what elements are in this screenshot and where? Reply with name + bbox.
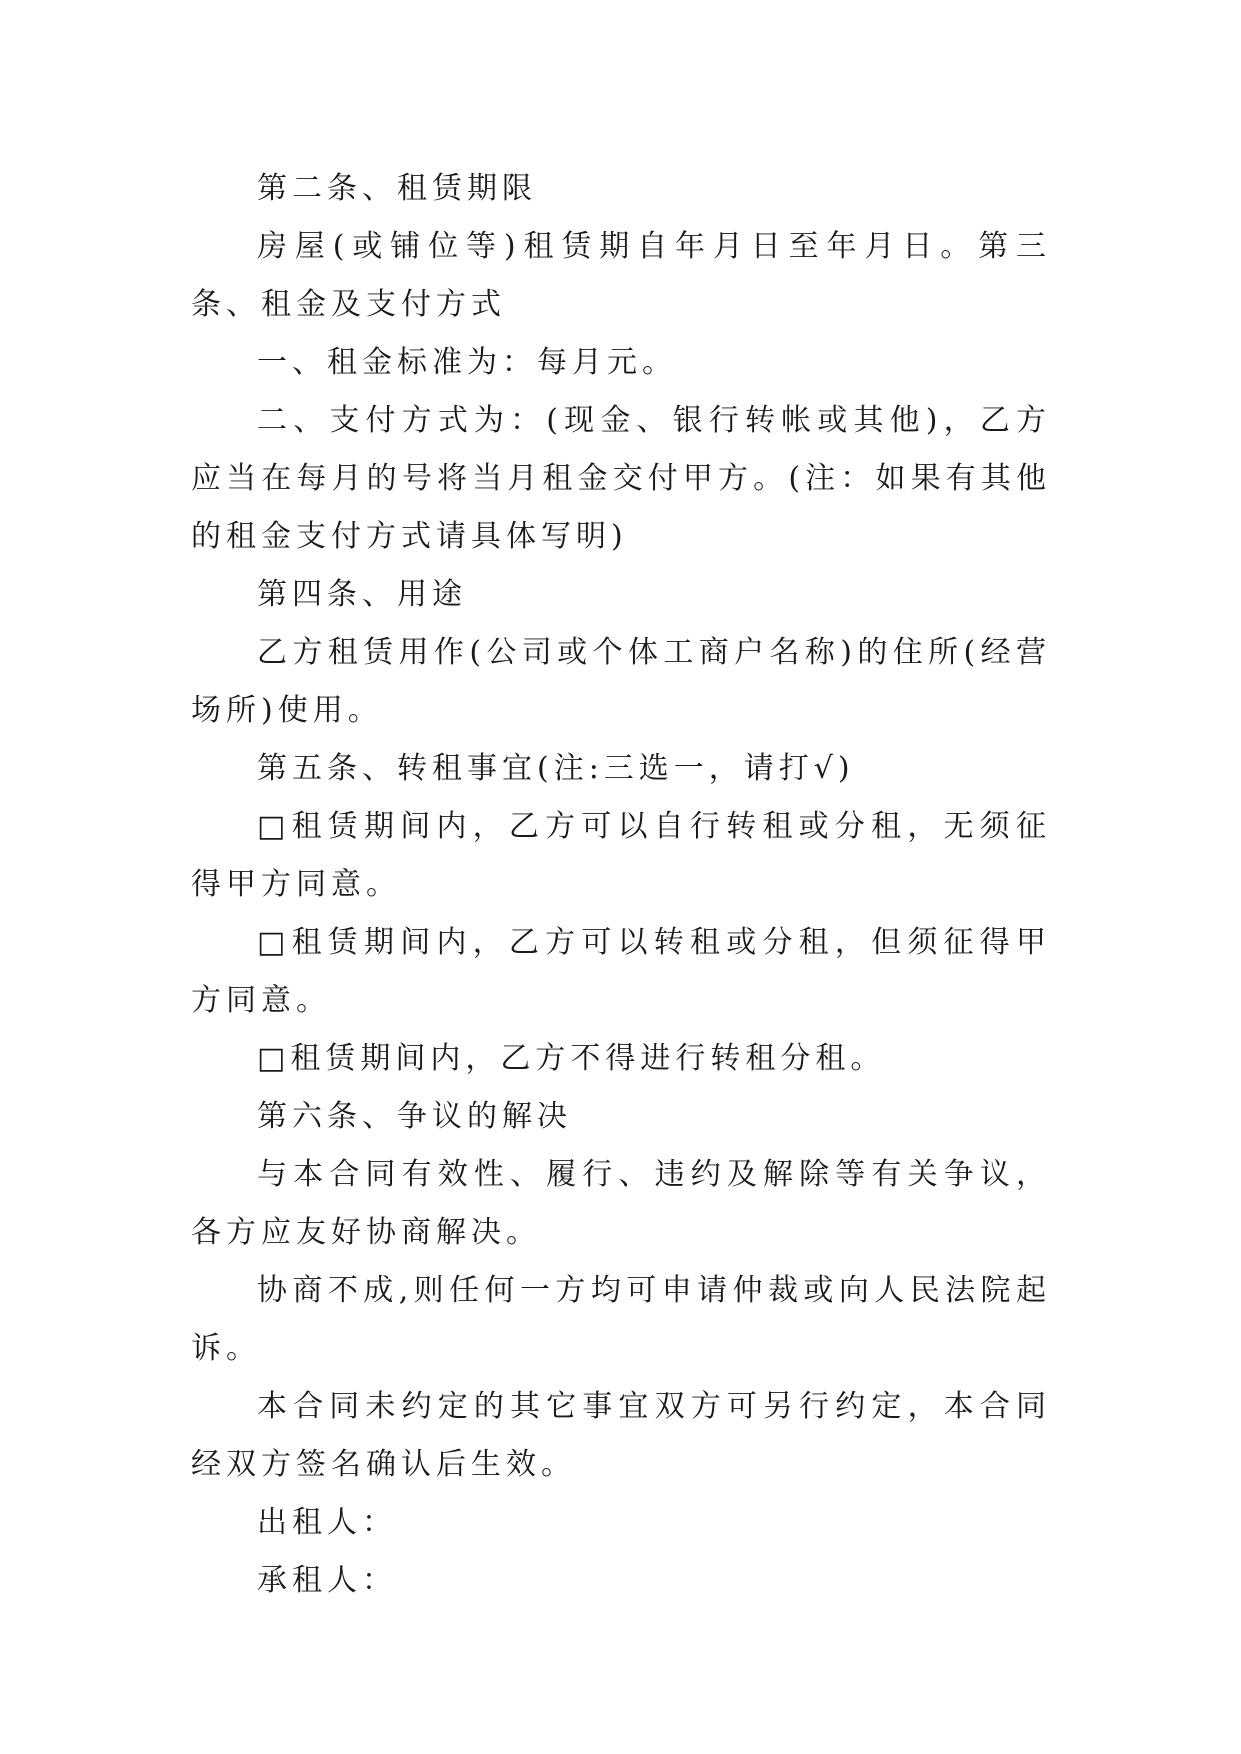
sublet-option-2: □租赁期间内，乙方可以转租或分租，但须征得甲方同意。	[191, 925, 1051, 1018]
lessor-signature-line: 出租人：	[257, 1505, 397, 1540]
article-5-heading: 第五条、转租事宜(注:三选一，请打√)	[257, 751, 855, 786]
article-6-heading: 第六条、争议的解决	[257, 1099, 572, 1134]
rent-standard-paragraph: 一、租金标准为：每月元。	[257, 345, 677, 380]
dispute-arbitration-paragraph: 协商不成,则任何一方均可申请仲裁或向人民法院起诉。	[191, 1273, 1051, 1366]
effectiveness-paragraph: 本合同未约定的其它事宜双方可另行约定，本合同经双方签名确认后生效。	[191, 1389, 1051, 1482]
lease-term-paragraph: 房屋(或铺位等)租赁期自年月日至年月日。第三条、租金及支付方式	[191, 229, 1051, 322]
usage-paragraph: 乙方租赁用作(公司或个体工商户名称)的住所(经营场所)使用。	[191, 635, 1051, 728]
dispute-negotiation-paragraph: 与本合同有效性、履行、违约及解除等有关争议，各方应友好协商解决。	[191, 1157, 1051, 1250]
article-4-heading: 第四条、用途	[257, 577, 467, 612]
payment-method-paragraph: 二、支付方式为：(现金、银行转帐或其他)，乙方应当在每月的号将当月租金交付甲方。(注：如果有其他的租金支付方式请具体写明)	[191, 403, 1051, 554]
document-page	[191, 160, 1051, 1610]
sublet-option-1: □租赁期间内，乙方可以自行转租或分租，无须征得甲方同意。	[191, 809, 1051, 902]
article-2-heading: 第二条、租赁期限	[257, 171, 537, 206]
sublet-option-3: □租赁期间内，乙方不得进行转租分租。	[257, 1041, 886, 1076]
lessee-signature-line: 承租人：	[257, 1563, 397, 1598]
